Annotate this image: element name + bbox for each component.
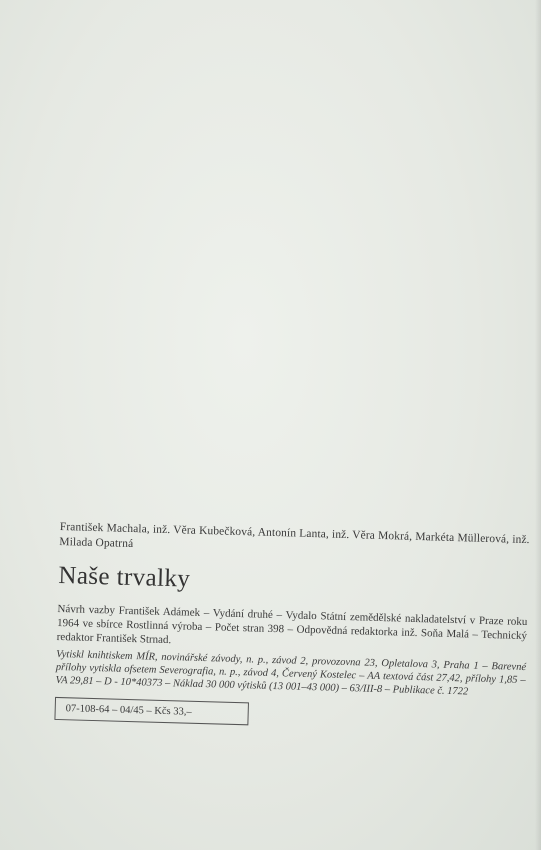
publishing-info: Návrh vazby František Adámek – Vydání druhé – Vydalo Státní zemědělské nakladatelství v Praze roku 1964 ve sbírce Rostlinná výroba – Počet stran 398 – Odpovědná redaktorka inž. Soňa Malá – Technický redaktor František Strnad. (56, 602, 528, 647)
printing-info: Vytiskl knihtiskem MÍR, novinářské závody, n. p., závod 2, provozovna 23, Opletalova 3, Praha 1 – Barevné přílohy vytiskla ofsetem Severografia, n. p., závod 4, Červený Kostelec – AA textová část 27,42, přílohy 1,85 – VA 29,81 – D - 10*40373 – Náklad 30 000 výtisků (13 001–43 000) – 63/III-8 – Publikace č. 1722 (55, 648, 527, 698)
book-title: Naše trvalky (58, 561, 191, 593)
colophon (54, 520, 529, 733)
price-code-box: 07-108-64 – 04/45 – Kčs 33,– (54, 697, 249, 725)
authors-list: František Machala, inž. Věra Kubečková, Antonín Lanta, inž. Věra Mokrá, Markéta Müllerová, inž. Milada Opatrná (59, 520, 530, 551)
